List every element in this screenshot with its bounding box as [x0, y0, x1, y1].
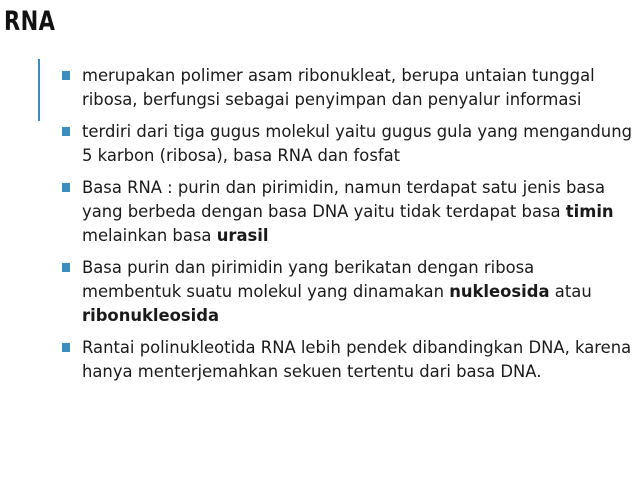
- slide-title: RNA: [4, 6, 56, 37]
- bullet-text: Basa RNA : purin dan pirimidin, namun terdapat satu jenis basa yang berbeda dengan basa DNA yaitu tidak terdapat basa: [82, 178, 606, 221]
- bold-term-nukleosida: nukleosida: [449, 282, 550, 301]
- bullet-text: merupakan polimer asam ribonukleat, berupa untaian tunggal ribosa, berfungsi sebagai penyimpan dan penyalur informasi: [82, 66, 595, 109]
- bullet-list: [62, 64, 636, 392]
- bullet-text: Rantai polinukleotida RNA lebih pendek dibandingkan DNA, karena hanya menterjemahkan sekuen tertentu dari basa DNA.: [82, 338, 632, 381]
- square-bullet-icon: [62, 183, 70, 192]
- accent-bar: [38, 59, 40, 121]
- bullet-item: [62, 336, 636, 384]
- bullet-text: terdiri dari tiga gugus molekul yaitu gugus gula yang mengandung 5 karbon (ribosa), basa RNA dan fosfat: [82, 122, 632, 165]
- bullet-item: [62, 64, 636, 112]
- bold-term-timin: timin: [565, 202, 614, 221]
- square-bullet-icon: [62, 343, 70, 352]
- bold-term-urasil: urasil: [216, 226, 269, 245]
- bullet-text: atau: [549, 282, 592, 301]
- bullet-item: [62, 120, 636, 168]
- bullet-item: [62, 176, 636, 248]
- bold-term-ribonukleosida: ribonukleosida: [82, 306, 220, 325]
- square-bullet-icon: [62, 263, 70, 272]
- bullet-text: melainkan basa: [82, 226, 217, 245]
- bullet-item: [62, 256, 636, 328]
- square-bullet-icon: [62, 127, 70, 136]
- square-bullet-icon: [62, 71, 70, 80]
- bullet-text: Basa purin dan pirimidin yang berikatan dengan ribosa membentuk suatu molekul yang dinamakan: [82, 258, 535, 301]
